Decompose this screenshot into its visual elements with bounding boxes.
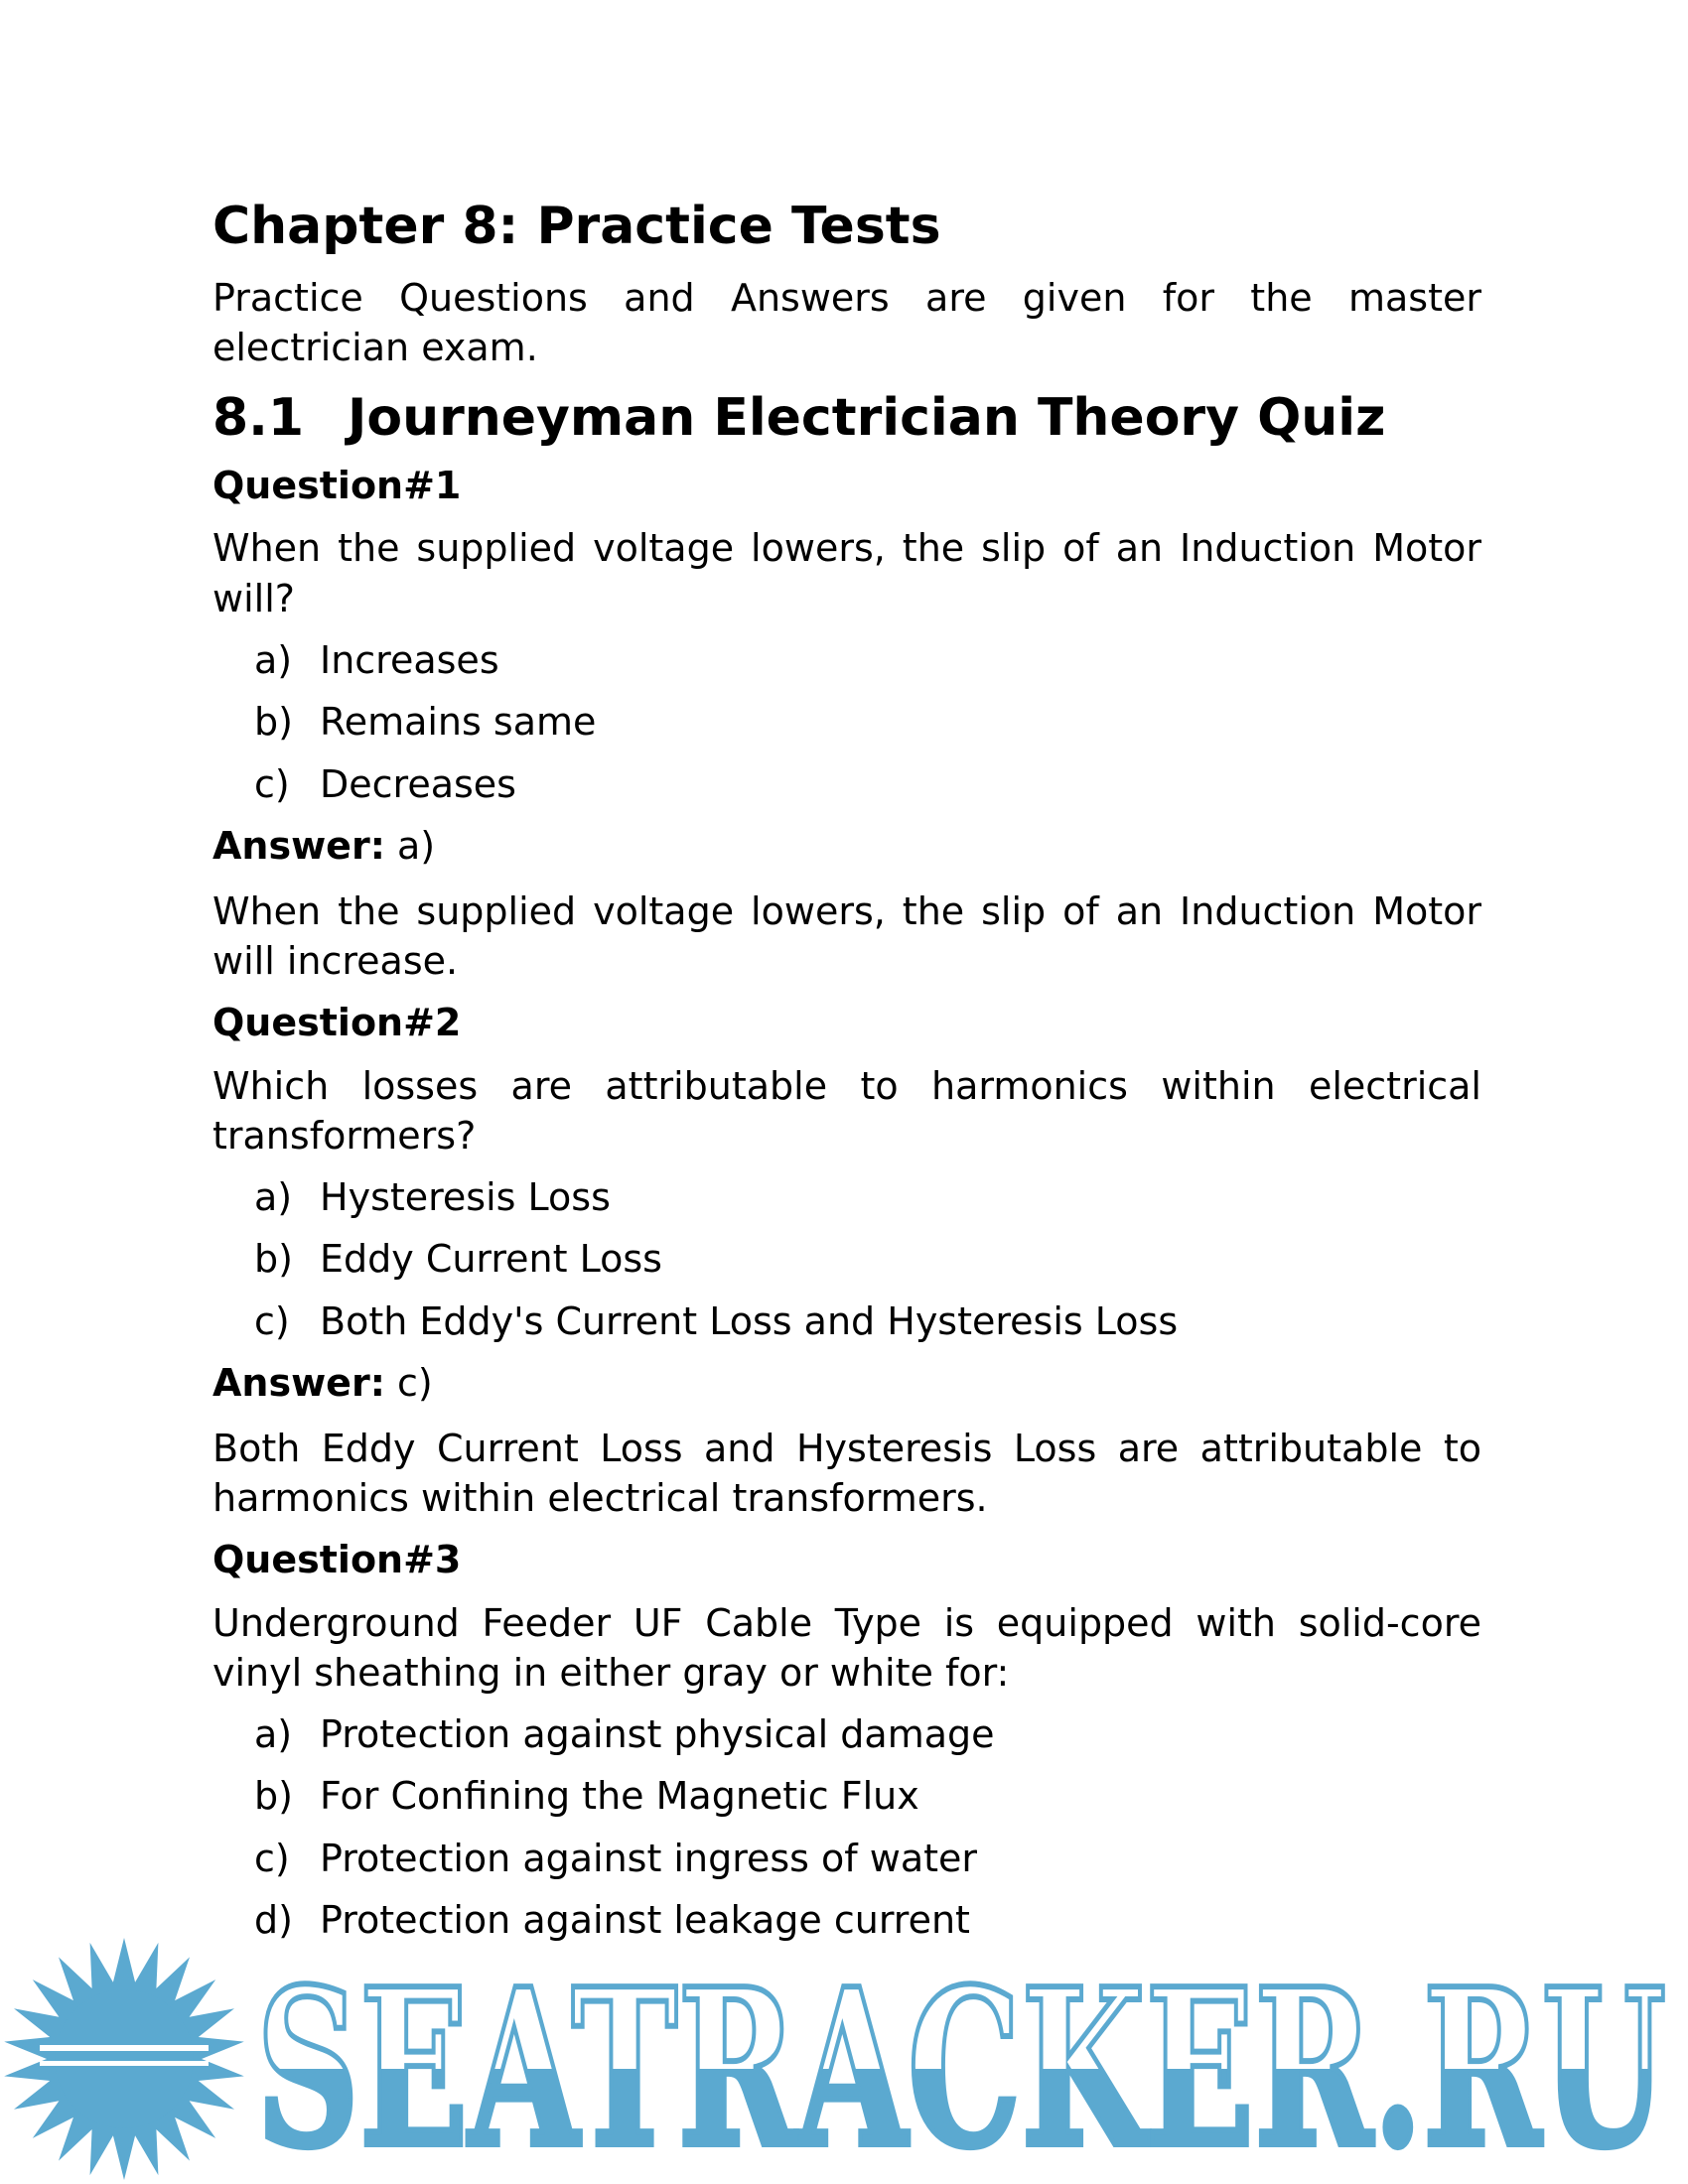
chapter-intro: Practice Questions and Answers are given for the master electrician exam. — [212, 276, 1481, 370]
sun-icon — [4, 1938, 244, 2180]
option-text: Protection against ingress of water — [320, 1836, 978, 1880]
option-text: Protection against physical damage — [320, 1711, 995, 1756]
question-block — [212, 463, 1481, 986]
chapter-title: Chapter 8: Practice Tests — [212, 197, 941, 256]
option-letter: c) — [254, 761, 290, 806]
section-heading — [212, 387, 1481, 449]
option-text: Eddy Current Loss — [320, 1237, 662, 1282]
option-text: Hysteresis Loss — [320, 1174, 611, 1219]
question-block — [212, 1537, 1481, 1945]
answer-value: c) — [397, 1361, 433, 1406]
question-title: Question#3 — [212, 1538, 462, 1582]
question-text: Underground Feeder UF Cable Type is equipped with solid-core vinyl sheathing in either gray or white for: — [212, 1600, 1481, 1695]
answer-label: Answer: — [212, 824, 385, 869]
question-title: Question#2 — [212, 1001, 462, 1045]
option-letter: c) — [254, 1298, 290, 1343]
option-item — [254, 1174, 1481, 1222]
option-item — [254, 1298, 1481, 1346]
document-page — [212, 199, 1481, 1960]
option-item — [254, 637, 1481, 685]
option-letter: a) — [254, 1711, 293, 1756]
watermark-text: SEATRACKER.RU — [256, 1942, 1666, 2184]
option-letter: d) — [254, 1898, 293, 1943]
question-text: Which losses are attributable to harmonics within electrical transformers? — [212, 1063, 1481, 1158]
option-letter: a) — [254, 1174, 293, 1219]
option-text: Remains same — [320, 700, 597, 745]
options-list — [212, 1711, 1481, 1945]
section-number: 8.1 — [212, 387, 305, 448]
option-letter: b) — [254, 1774, 293, 1819]
option-text: Increases — [320, 637, 499, 682]
option-item — [254, 1711, 1481, 1759]
option-text: Both Eddy's Current Loss and Hysteresis Loss — [320, 1298, 1179, 1343]
answer-label: Answer: — [212, 1361, 385, 1406]
option-text: Decreases — [320, 761, 516, 806]
options-list — [212, 637, 1481, 809]
option-letter: c) — [254, 1836, 290, 1880]
option-letter: b) — [254, 700, 293, 745]
option-text: For Confining the Magnetic Flux — [320, 1774, 919, 1819]
answer-line — [212, 1360, 1481, 1408]
question-text: When the supplied voltage lowers, the slip of an Induction Motor will? — [212, 526, 1481, 620]
answer-value: a) — [397, 824, 436, 869]
option-item — [254, 1836, 1481, 1883]
option-letter: b) — [254, 1237, 293, 1282]
watermark — [0, 1934, 1688, 2184]
answer-explanation: Both Eddy Current Loss and Hysteresis Loss are attributable to harmonics within electrical transformers. — [212, 1426, 1481, 1520]
question-block — [212, 1000, 1481, 1523]
option-item — [254, 761, 1481, 809]
question-title: Question#1 — [212, 463, 462, 507]
option-item — [254, 699, 1481, 747]
answer-line — [212, 823, 1481, 871]
option-text: Protection against leakage current — [320, 1898, 970, 1943]
section-title: Journeyman Electrician Theory Quiz — [348, 387, 1386, 448]
option-item — [254, 1236, 1481, 1284]
answer-explanation: When the supplied voltage lowers, the slip of an Induction Motor will increase. — [212, 888, 1481, 983]
options-list — [212, 1174, 1481, 1346]
option-letter: a) — [254, 637, 293, 682]
option-item — [254, 1773, 1481, 1821]
